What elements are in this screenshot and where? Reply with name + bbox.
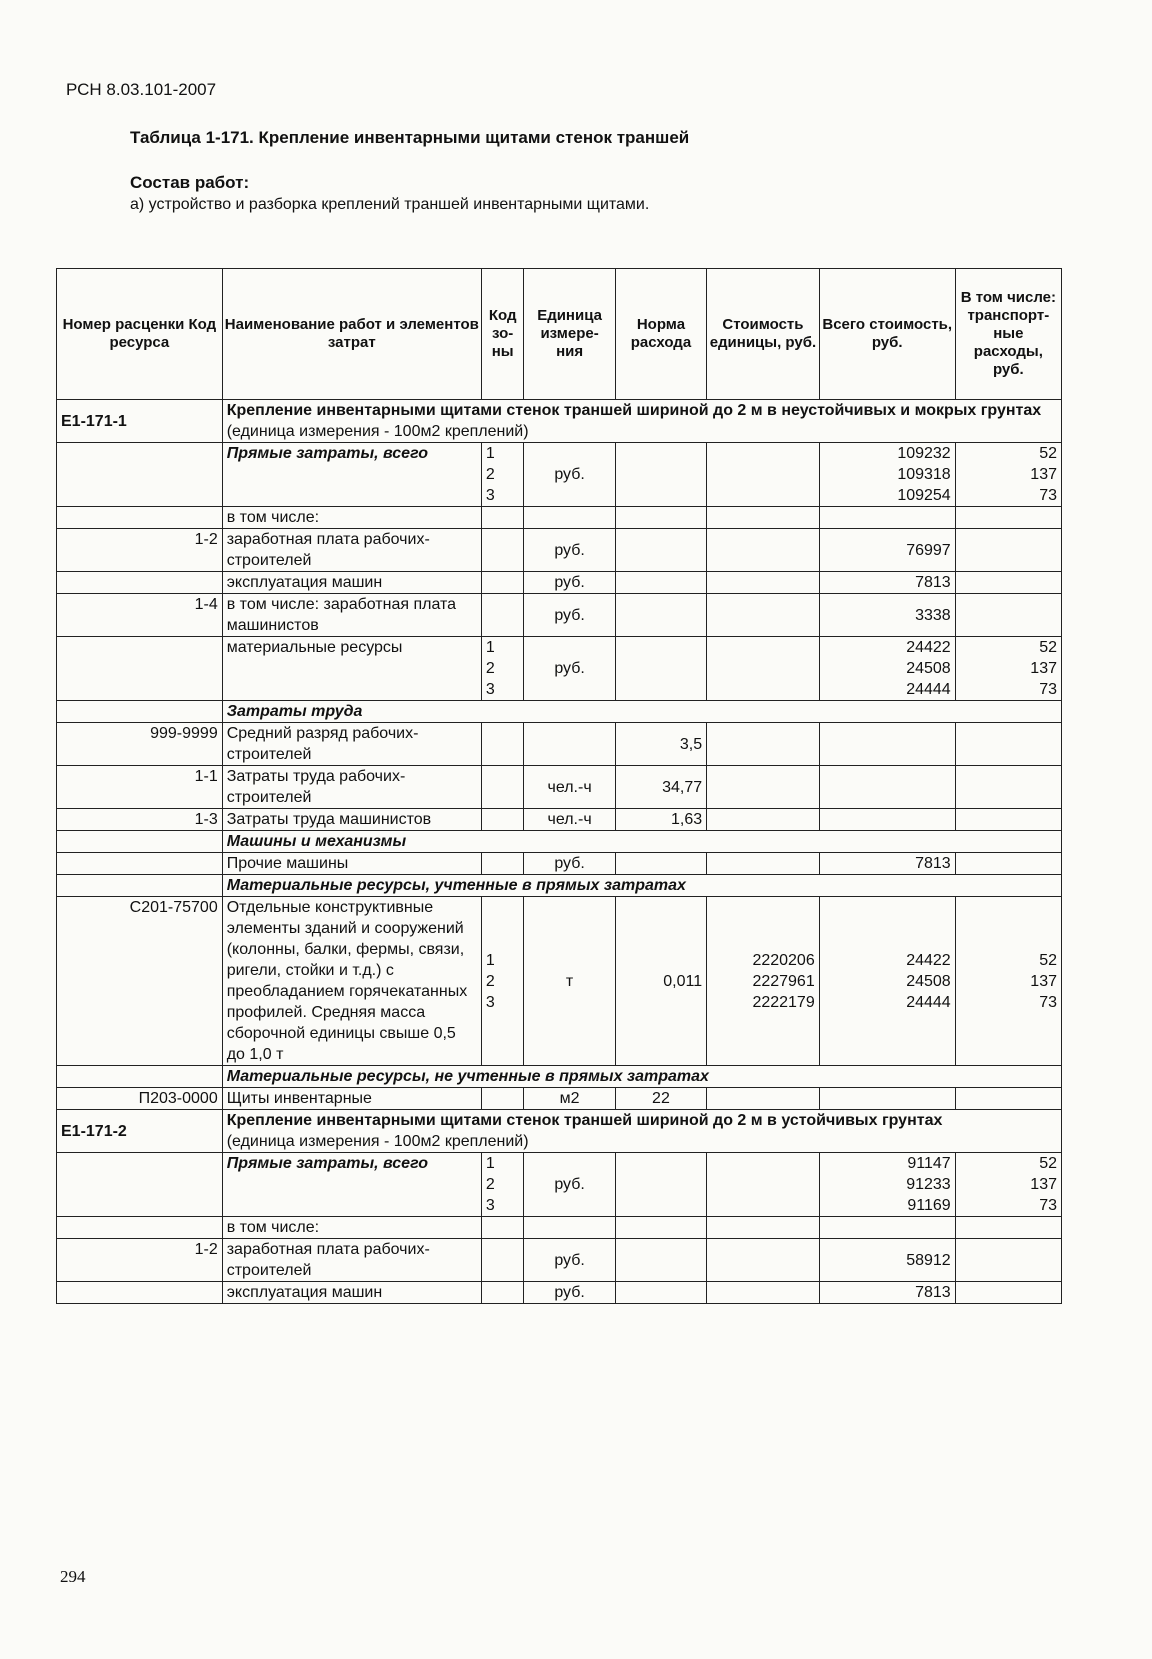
zone-value: 2 — [485, 660, 495, 677]
empty-cell — [481, 809, 523, 831]
empty-cell — [57, 1153, 223, 1217]
empty-cell — [481, 1282, 523, 1304]
empty-cell — [707, 723, 820, 766]
table-title: Таблица 1-171. Крепление инвентарными щитами стенок траншей — [130, 128, 690, 147]
item-label: эксплуатация машин — [222, 572, 481, 594]
transport-value: 137 — [1030, 972, 1057, 990]
table-row — [57, 853, 1062, 875]
col-header-norm: Норма расхода — [615, 269, 706, 400]
empty-cell — [481, 1239, 523, 1282]
col-header-unit: Единица измере- ния — [524, 269, 615, 400]
table-row — [57, 507, 1062, 529]
materials-included-section-title: Материальные ресурсы, учтенные в прямых затратах — [222, 875, 1061, 897]
resource-code: 1-2 — [57, 1239, 223, 1282]
total-list — [819, 443, 955, 507]
empty-cell — [481, 507, 523, 529]
zone-value: 3 — [485, 487, 495, 504]
zone-value: 1 — [485, 639, 495, 656]
item-label: Отдельные конструктивные элементы зданий и сооружений (колонны, балки, фермы, связи, ригели, стойки и т.д.) с преобладанием горячекатанных профилей. Средняя масса сборочной единицы свыше 0,5 до 1,0 т — [222, 897, 481, 1066]
total-value: 109232 — [897, 445, 951, 462]
empty-cell — [481, 1217, 523, 1239]
zone-value: 2 — [485, 1176, 495, 1193]
including-label: в том числе: — [222, 1217, 481, 1239]
section-title-e1: Крепление инвентарными щитами стенок траншей шириной до 2 м в неустойчивых и мокрых грунтах — [226, 402, 1042, 419]
work-composition-item: а) устройство и разборка креплений траншей инвентарными щитами. — [130, 196, 650, 213]
work-composition-heading: Состав работ: — [130, 173, 250, 192]
unit-value: чел.-ч — [524, 809, 615, 831]
empty-cell — [819, 809, 955, 831]
norm-value: 34,77 — [615, 766, 706, 809]
transport-value: 52 — [1039, 951, 1057, 969]
empty-cell — [524, 507, 615, 529]
machines-section-title: Машины и механизмы — [222, 831, 1061, 853]
unit-cost-list — [707, 897, 820, 1066]
empty-cell — [615, 1282, 706, 1304]
table-header-row — [57, 269, 1062, 400]
transport-value: 73 — [1039, 681, 1057, 698]
labor-section-title: Затраты труда — [222, 701, 1061, 723]
zone-list — [481, 443, 523, 507]
empty-cell — [707, 1239, 820, 1282]
empty-cell — [615, 443, 706, 507]
direct-costs-label: Прямые затраты, всего — [222, 443, 481, 507]
unit-value: м2 — [524, 1088, 615, 1110]
total-value: 76997 — [819, 529, 955, 572]
unit-value: руб. — [524, 572, 615, 594]
unit-value: руб. — [524, 853, 615, 875]
norm-value: 0,011 — [615, 897, 706, 1066]
empty-cell — [819, 766, 955, 809]
transport-list — [955, 637, 1061, 701]
table-row — [57, 1239, 1062, 1282]
resource-code: 1-2 — [57, 529, 223, 572]
table-row — [57, 723, 1062, 766]
zone-list — [481, 897, 523, 1066]
zone-value: 2 — [485, 972, 495, 990]
subsection-row — [57, 1066, 1062, 1088]
table-row — [57, 594, 1062, 637]
empty-cell — [57, 875, 223, 897]
empty-cell — [524, 1217, 615, 1239]
empty-cell — [955, 1282, 1061, 1304]
empty-cell — [481, 1088, 523, 1110]
subsection-row — [57, 831, 1062, 853]
unit-value: руб. — [524, 637, 615, 701]
table-row — [57, 1217, 1062, 1239]
total-value: 24422 — [906, 951, 951, 969]
table-row — [57, 529, 1062, 572]
empty-cell — [481, 572, 523, 594]
transport-value: 137 — [1030, 1176, 1057, 1193]
empty-cell — [615, 594, 706, 637]
table-row — [57, 766, 1062, 809]
empty-cell — [707, 766, 820, 809]
empty-cell — [955, 507, 1061, 529]
total-value: 91169 — [907, 1197, 951, 1214]
table-row — [57, 809, 1062, 831]
empty-cell — [57, 1217, 223, 1239]
total-value: 24444 — [906, 681, 951, 698]
transport-list — [955, 443, 1061, 507]
item-label: Средний разряд рабочих-строителей — [222, 723, 481, 766]
total-list — [819, 637, 955, 701]
empty-cell — [57, 701, 223, 723]
empty-cell — [57, 831, 223, 853]
resource-code: С201-75700 — [57, 897, 223, 1066]
unit-note-e1: (единица измерения - 100м2 креплений) — [226, 423, 529, 440]
unit-cost-value: 2227961 — [752, 972, 815, 990]
item-label: Прочие машины — [222, 853, 481, 875]
subsection-row — [57, 875, 1062, 897]
empty-cell — [955, 594, 1061, 637]
item-label: Щиты инвентарные — [222, 1088, 481, 1110]
empty-cell — [615, 1217, 706, 1239]
unit-value: чел.-ч — [524, 766, 615, 809]
empty-cell — [615, 507, 706, 529]
resource-code: 999-9999 — [57, 723, 223, 766]
empty-cell — [707, 853, 820, 875]
table-row — [57, 897, 1062, 1066]
empty-cell — [707, 529, 820, 572]
total-list — [819, 1153, 955, 1217]
empty-cell — [481, 766, 523, 809]
empty-cell — [707, 594, 820, 637]
unit-value: руб. — [524, 1282, 615, 1304]
transport-value: 52 — [1039, 445, 1057, 462]
table-row — [57, 637, 1062, 701]
empty-cell — [481, 723, 523, 766]
subsection-row — [57, 701, 1062, 723]
section-title-cell — [222, 400, 1061, 443]
norm-value: 1,63 — [615, 809, 706, 831]
col-header-total-cost: Всего стоимость, руб. — [819, 269, 955, 400]
empty-cell — [707, 1282, 820, 1304]
resource-code: 1-3 — [57, 809, 223, 831]
empty-cell — [524, 723, 615, 766]
empty-cell — [57, 853, 223, 875]
empty-cell — [615, 572, 706, 594]
unit-value: руб. — [524, 1153, 615, 1217]
zone-value: 1 — [485, 951, 495, 969]
unit-value: руб. — [524, 443, 615, 507]
unit-value: руб. — [524, 594, 615, 637]
unit-value: руб. — [524, 1239, 615, 1282]
item-label: заработная плата рабочих-строителей — [222, 529, 481, 572]
materials-excluded-section-title: Материальные ресурсы, не учтенные в прямых затратах — [222, 1066, 1061, 1088]
empty-cell — [707, 809, 820, 831]
empty-cell — [707, 1088, 820, 1110]
empty-cell — [955, 853, 1061, 875]
table-row — [57, 572, 1062, 594]
rate-code-e2: Е1-171-2 — [57, 1110, 223, 1153]
empty-cell — [955, 1088, 1061, 1110]
total-value: 58912 — [819, 1239, 955, 1282]
empty-cell — [955, 723, 1061, 766]
col-header-zone: Код зо- ны — [481, 269, 523, 400]
item-label: материальные ресурсы — [222, 637, 481, 701]
zone-value: 1 — [485, 445, 495, 462]
empty-cell — [481, 853, 523, 875]
rate-code-e1: Е1-171-1 — [57, 400, 223, 443]
norm-value: 3,5 — [615, 723, 706, 766]
zone-value: 2 — [485, 466, 495, 483]
col-header-name: Наименование работ и элементов затрат — [222, 269, 481, 400]
empty-cell — [57, 1066, 223, 1088]
empty-cell — [819, 1088, 955, 1110]
table-row — [57, 1282, 1062, 1304]
empty-cell — [707, 507, 820, 529]
transport-value: 137 — [1030, 466, 1057, 483]
direct-costs-label: Прямые затраты, всего — [222, 1153, 481, 1217]
transport-value: 73 — [1039, 993, 1057, 1011]
section-title-e2: Крепление инвентарными щитами стенок траншей шириной до 2 м в устойчивых грунтах — [226, 1112, 943, 1129]
zone-value: 1 — [485, 1155, 495, 1172]
resource-code: П203-0000 — [57, 1088, 223, 1110]
item-label: эксплуатация машин — [222, 1282, 481, 1304]
empty-cell — [707, 1153, 820, 1217]
transport-value: 73 — [1039, 487, 1057, 504]
empty-cell — [707, 572, 820, 594]
unit-value: руб. — [524, 529, 615, 572]
item-label: Затраты труда рабочих-строителей — [222, 766, 481, 809]
total-value: 24508 — [906, 660, 951, 677]
empty-cell — [819, 1217, 955, 1239]
page-number: 294 — [60, 1567, 86, 1586]
section-title-cell — [222, 1110, 1061, 1153]
unit-cost-value: 2220206 — [752, 951, 815, 969]
empty-cell — [615, 637, 706, 701]
resource-code: 1-1 — [57, 766, 223, 809]
transport-value: 73 — [1039, 1197, 1057, 1214]
empty-cell — [955, 1239, 1061, 1282]
transport-value: 52 — [1039, 1155, 1057, 1172]
empty-cell — [707, 443, 820, 507]
empty-cell — [615, 1239, 706, 1282]
item-label: заработная плата рабочих-строителей — [222, 1239, 481, 1282]
resource-code: 1-4 — [57, 594, 223, 637]
empty-cell — [955, 572, 1061, 594]
section-header-e1 — [57, 400, 1062, 443]
empty-cell — [615, 529, 706, 572]
unit-note-e2: (единица измерения - 100м2 креплений) — [226, 1133, 529, 1150]
empty-cell — [819, 723, 955, 766]
empty-cell — [707, 1217, 820, 1239]
col-header-code: Номер расценки Код ресурса — [57, 269, 223, 400]
transport-list — [955, 897, 1061, 1066]
transport-value: 52 — [1039, 639, 1057, 656]
item-label: Затраты труда машинистов — [222, 809, 481, 831]
empty-cell — [481, 594, 523, 637]
table-row — [57, 1153, 1062, 1217]
total-value: 24444 — [906, 993, 951, 1011]
document-code: РСН 8.03.101-2007 — [66, 80, 217, 99]
zone-list — [481, 637, 523, 701]
empty-cell — [481, 529, 523, 572]
empty-cell — [57, 1282, 223, 1304]
total-value: 109254 — [897, 487, 951, 504]
total-value: 109318 — [897, 466, 951, 483]
section-header-e2 — [57, 1110, 1062, 1153]
empty-cell — [707, 637, 820, 701]
empty-cell — [57, 507, 223, 529]
transport-value: 137 — [1030, 660, 1057, 677]
total-value: 7813 — [819, 572, 955, 594]
col-header-unit-cost: Стоимость единицы, руб. — [707, 269, 820, 400]
empty-cell — [955, 529, 1061, 572]
empty-cell — [955, 809, 1061, 831]
empty-cell — [57, 443, 223, 507]
empty-cell — [955, 1217, 1061, 1239]
norms-table — [56, 268, 1062, 1304]
empty-cell — [57, 572, 223, 594]
col-header-transport: В том числе: транспорт- ные расходы, руб. — [955, 269, 1061, 400]
total-value: 24422 — [906, 639, 951, 656]
zone-list — [481, 1153, 523, 1217]
unit-value: т — [524, 897, 615, 1066]
including-label: в том числе: — [222, 507, 481, 529]
zone-value: 3 — [485, 993, 495, 1011]
total-value: 3338 — [819, 594, 955, 637]
zone-value: 3 — [485, 681, 495, 698]
transport-list — [955, 1153, 1061, 1217]
total-value: 7813 — [819, 853, 955, 875]
item-label: в том числе: заработная плата машинистов — [222, 594, 481, 637]
empty-cell — [615, 1153, 706, 1217]
table-row — [57, 443, 1062, 507]
total-value: 24508 — [906, 972, 951, 990]
total-value: 7813 — [819, 1282, 955, 1304]
total-value: 91233 — [906, 1176, 951, 1193]
empty-cell — [955, 766, 1061, 809]
zone-value: 3 — [485, 1197, 495, 1214]
total-list — [819, 897, 955, 1066]
norm-value: 22 — [615, 1088, 706, 1110]
total-value: 91147 — [907, 1155, 951, 1172]
unit-cost-value: 2222179 — [752, 993, 815, 1011]
empty-cell — [57, 637, 223, 701]
empty-cell — [819, 507, 955, 529]
empty-cell — [615, 853, 706, 875]
table-row — [57, 1088, 1062, 1110]
